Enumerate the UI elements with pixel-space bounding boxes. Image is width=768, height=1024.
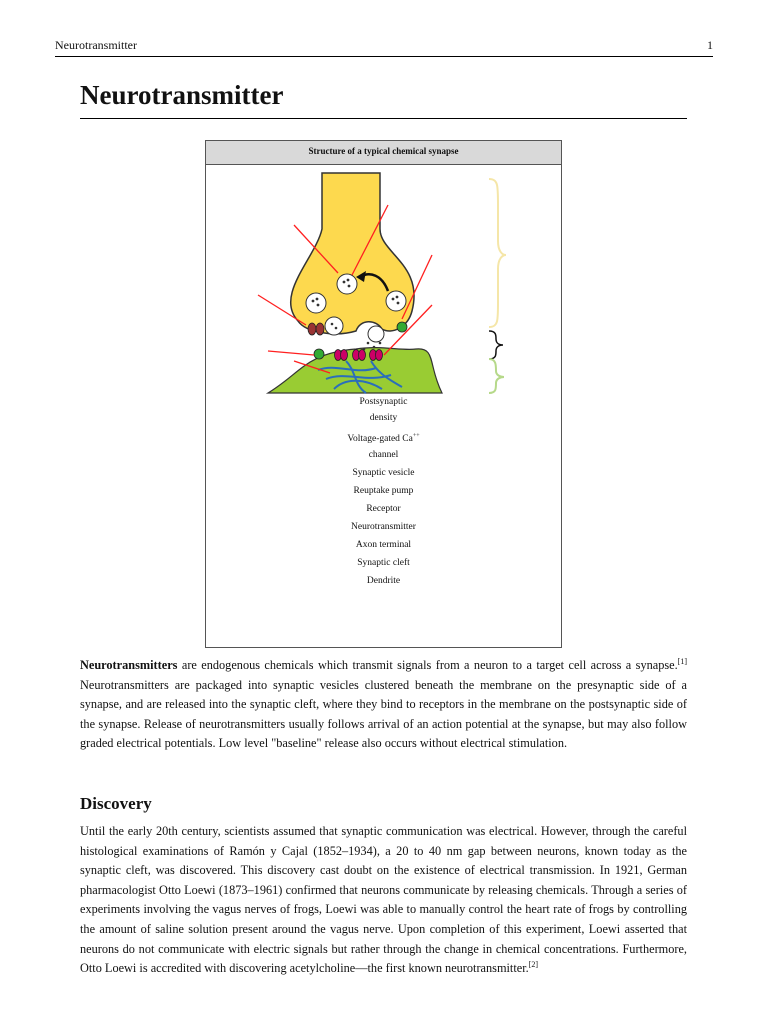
dendrite-brace (489, 359, 504, 393)
legend-item: Receptor (366, 504, 401, 515)
legend-item: Neurotransmitter (351, 522, 416, 533)
page-number: 1 (707, 38, 713, 52)
discovery-paragraph: Until the early 20th century, scientists assumed that synaptic communication was electrical. However, through the careful histological examinations of Ramón y Cajal (1852–1934), a 20 to 40 nm gap between neurons, known today as the synaptic cleft, was discovered. This discovery cast doubt on the existence of electrical transmission. In 1921, German pharmacologist Otto Loewi (1873–1961) confirmed that neurons communicate by releasing chemicals. Through a series of experiments involving the vagus nerves of frogs, Loewi was able to manually control the heart rate of frogs by controlling the amount of saline solution present around the vagus nerve. Upon completion of this experiment, Loewi asserted that neurons do not communicate with electric signals but rather through the change in chemical concentrations. Furthermore, Otto Loewi is accredited with discovering acetylcholine—the first known neurotransmitter.[2] (80, 824, 687, 976)
intro-paragraph: Neurotransmitters are endogenous chemicals which transmit signals from a neuron to a target cell across a synapse.[1] Neurotransmitters are packaged into synaptic vesicles clustered beneath the membrane on the presynaptic side of a synapse, and are released into the synaptic cleft, where they bind to receptors in the membrane on the postsynaptic side of the synapse. Release of neurotransmitters usually follows arrival of an action potential at the synapse, but may also follow graded electrical potentials. Low level "baseline" release also occurs without electrical stimulation. (80, 656, 687, 751)
discovery-heading: Discovery (80, 794, 152, 813)
citation-2[interactable]: [2] (528, 960, 539, 970)
legend-item: Voltage-gated Ca++ channel (347, 433, 420, 461)
legend-item: Dendrite (366, 576, 401, 587)
legend-item: Axon terminal (355, 540, 412, 551)
receptors (335, 350, 383, 361)
citation-1[interactable]: [1] (677, 656, 687, 666)
running-header (55, 38, 713, 57)
legend-item: Reuptake pump (353, 486, 414, 497)
synapse-infobox (205, 140, 562, 648)
cleft-brace (489, 331, 503, 359)
intro-bold-term: Neurotransmitters (80, 658, 178, 672)
running-title: Neurotransmitter (55, 38, 137, 52)
axon-brace (489, 179, 506, 327)
page-title: Neurotransmitter (80, 80, 284, 110)
synapse-diagram (206, 165, 561, 395)
legend-item: Synaptic cleft (357, 558, 410, 569)
title-rule (80, 118, 687, 119)
legend-item: Synaptic vesicle (352, 468, 415, 479)
legend-item: Postsynaptic density (359, 397, 408, 423)
infobox-caption: Structure of a typical chemical synapse (206, 141, 561, 165)
diagram-legend (206, 394, 561, 591)
